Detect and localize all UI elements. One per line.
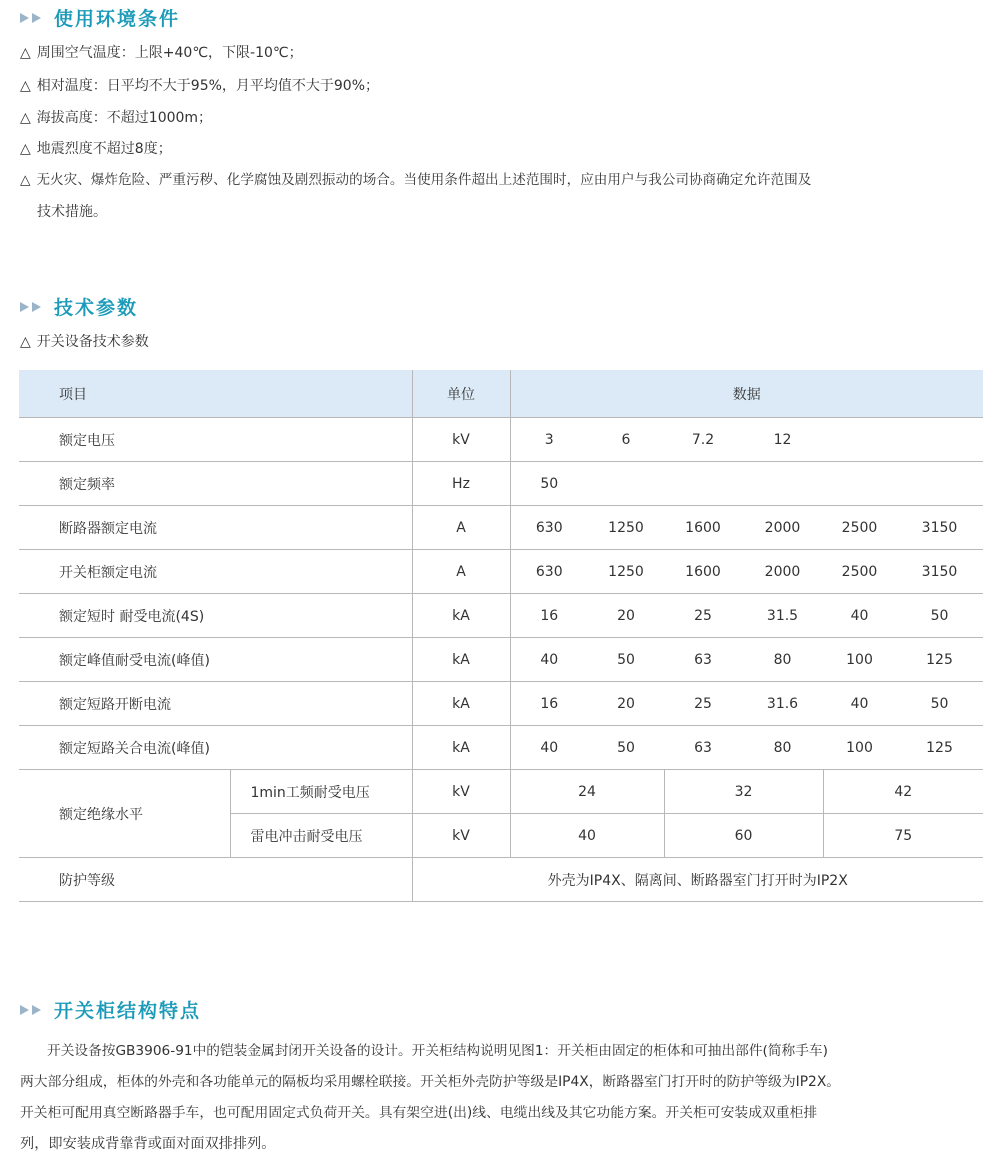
row-item: 开关柜额定电流 [19,550,412,594]
row-value: 3150 [896,506,983,550]
row-value: 25 [664,594,742,638]
row-value: 12 [742,418,823,462]
row-value [896,462,983,506]
paragraph-line: 开关设备按GB3906-91中的铠装金属封闭开关设备的设计。开关柜结构说明见图1：开关柜由固定的柜体和可抽出部件(简称手车) [47,1043,828,1059]
row-value: 25 [664,682,742,726]
triangle-bullet-icon: △ [20,172,31,188]
table-row [19,506,983,550]
row-value: 2000 [742,550,823,594]
table-row [19,462,983,506]
row-value: 42 [823,770,983,814]
row-item: 额定短路关合电流(峰值) [19,726,412,770]
section-heading-structure [20,996,201,1023]
row-value: 1600 [664,550,742,594]
row-value: 50 [588,726,664,770]
double-arrow-icon [20,13,44,23]
table-caption: △ 开关设备技术参数 [20,334,149,350]
table-header-row [19,370,983,418]
row-value: 6 [588,418,664,462]
row-unit: kV [412,418,510,462]
row-unit: kV [412,814,510,858]
table-row [19,726,983,770]
row-value: 1250 [588,506,664,550]
header-item: 项目 [19,370,412,418]
row-value [823,418,896,462]
row-value [742,462,823,506]
table-row [19,418,983,462]
table-row-protection [19,858,983,902]
env-item: △ 周围空气温度：上限+40℃，下限-10℃； [20,45,303,61]
env-item: △ 相对温度：日平均不大于95%，月平均值不大于90%； [20,78,380,94]
table-row [19,550,983,594]
insulation-sub-label: 1min工频耐受电压 [230,770,412,814]
paragraph-line: 列，即安装成背靠背或面对面双排排列。 [20,1136,276,1152]
row-unit: kA [412,638,510,682]
triangle-bullet-icon: △ [20,78,31,94]
triangle-bullet-icon: △ [20,45,31,61]
row-value: 100 [823,726,896,770]
row-item: 额定频率 [19,462,412,506]
section-title: 技术参数 [54,297,139,319]
row-value: 80 [742,638,823,682]
row-value: 16 [510,682,588,726]
row-value: 40 [510,638,588,682]
row-value: 80 [742,726,823,770]
row-value: 50 [588,638,664,682]
triangle-bullet-icon: △ [20,141,31,157]
row-value: 1600 [664,506,742,550]
row-value: 60 [664,814,823,858]
row-value: 63 [664,726,742,770]
spec-table [19,370,983,902]
double-arrow-icon [20,1005,44,1015]
env-item: △ 无火灾、爆炸危险、严重污秽、化学腐蚀及剧烈振动的场合。当使用条件超出上述范围时，应由用户与我公司协商确定允许范围及 [20,172,812,188]
section-title: 使用环境条件 [54,8,181,30]
row-value: 7.2 [664,418,742,462]
row-value: 1250 [588,550,664,594]
row-value [896,418,983,462]
row-value: 630 [510,506,588,550]
env-item-continuation: 技术措施。 [37,204,107,220]
row-value: 20 [588,594,664,638]
row-value: 24 [510,770,664,814]
row-value: 50 [896,594,983,638]
row-value: 3150 [896,550,983,594]
paragraph-line: 两大部分组成，柜体的外壳和各功能单元的隔板均采用螺栓联接。开关柜外壳防护等级是IP4X，断路器室门打开时的防护等级为IP2X。 [20,1074,841,1090]
row-value: 16 [510,594,588,638]
section-title: 开关柜结构特点 [54,1000,202,1022]
row-unit: Hz [412,462,510,506]
section-heading-tech [20,293,138,320]
header-data: 数据 [510,370,983,418]
env-item: △ 地震烈度不超过8度； [20,141,172,157]
row-value: 40 [823,682,896,726]
row-value [588,462,664,506]
row-value: 40 [510,726,588,770]
row-item: 额定短路开断电流 [19,682,412,726]
env-item: △ 海拔高度：不超过1000m； [20,110,213,126]
table-row [19,594,983,638]
row-item: 额定短时 耐受电流(4S) [19,594,412,638]
row-value: 2000 [742,506,823,550]
row-value: 100 [823,638,896,682]
paragraph-line: 开关柜可配用真空断路器手车，也可配用固定式负荷开关。具有架空进(出)线、电缆出线及其它功能方案。开关柜可安装成双重柜排 [20,1105,818,1121]
section-heading-env [20,4,180,31]
row-value [664,462,742,506]
row-value: 125 [896,638,983,682]
row-unit: kA [412,594,510,638]
header-unit: 单位 [412,370,510,418]
table-row [19,682,983,726]
table-row [19,638,983,682]
row-value: 3 [510,418,588,462]
row-value: 75 [823,814,983,858]
row-value: 125 [896,726,983,770]
row-value: 63 [664,638,742,682]
protection-item: 防护等级 [19,858,412,902]
triangle-bullet-icon: △ [20,110,31,126]
double-arrow-icon [20,302,44,312]
row-unit: A [412,506,510,550]
row-value: 31.6 [742,682,823,726]
protection-value: 外壳为IP4X、隔离间、断路器室门打开时为IP2X [412,858,983,902]
row-value: 40 [510,814,664,858]
row-unit: kA [412,682,510,726]
row-value: 20 [588,682,664,726]
row-value: 31.5 [742,594,823,638]
table-row-insulation-1 [19,770,983,814]
insulation-sub-label: 雷电冲击耐受电压 [230,814,412,858]
row-unit: A [412,550,510,594]
row-value [823,462,896,506]
row-value: 50 [510,462,588,506]
row-item: 额定电压 [19,418,412,462]
row-value: 50 [896,682,983,726]
row-value: 2500 [823,506,896,550]
row-value: 2500 [823,550,896,594]
structure-paragraph [20,1036,985,1160]
row-value: 32 [664,770,823,814]
row-value: 630 [510,550,588,594]
triangle-bullet-icon: △ [20,334,31,350]
row-item: 额定峰值耐受电流(峰值) [19,638,412,682]
row-unit: kA [412,726,510,770]
insulation-item: 额定绝缘水平 [19,770,230,858]
row-unit: kV [412,770,510,814]
row-item: 断路器额定电流 [19,506,412,550]
row-value: 40 [823,594,896,638]
